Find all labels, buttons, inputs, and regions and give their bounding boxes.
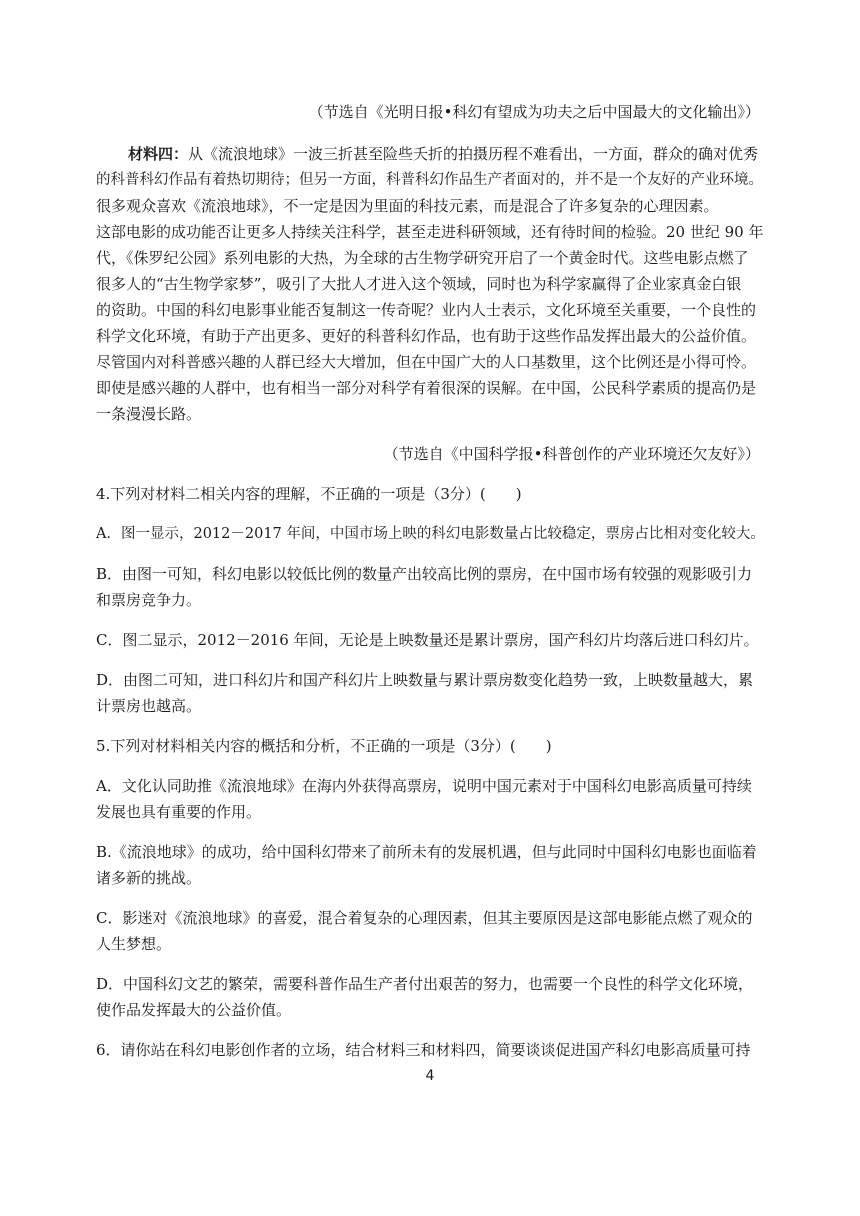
material4-line-1 [128, 142, 764, 166]
material4-line-6: 很多人的“古生物学家梦”，吸引了大批人才进入这个领域，同时也为科学家赢得了企业家真金白银 [96, 275, 742, 293]
material4-line-5: 代，《侏罗纪公园》系列电影的大热，为全球的古生物学研究开启了一个黄金时代。这些电影点燃了 [96, 249, 749, 267]
question-4-option-b-line-1: B．由图一可知，科幻电影以较低比例的数量产出较高比例的票房，在中国市场有较强的观影吸引力 [96, 565, 753, 583]
material4-line-9: 尽管国内对科普感兴趣的人群已经大大增加，但在中国广大的人口基数里，这个比例还是小得可怜。 [96, 353, 757, 371]
question-5-option-d-line-1: D．中国科幻文艺的繁荣，需要科普作品生产者付出艰苦的努力，也需要一个良性的科学文化环境， [96, 975, 754, 993]
material4-line-2: 的科普科幻作品有着热切期待；但另一方面，科普科幻作品生产者面对的，并不是一个友好的产业环境。 [96, 172, 763, 188]
question-4-option-c: C．图二显示，2012－2016 年间，无论是上映数量还是累计票房，国产科幻片均落后进口科幻片。 [96, 631, 759, 649]
material4-line-3: 很多观众喜欢《流浪地球》，不一定是因为里面的科技元素，而是混合了许多复杂的心理因素。 [96, 197, 719, 215]
question-5-option-a-line-2: 发展也具有重要的作用。 [96, 803, 262, 821]
material4-line-10: 即使是感兴趣的人群中，也有相当一部分对科学有着很深的误解。在中国，公民科学素质的提高仍是 [96, 379, 757, 397]
material4-text-1: 从《流浪地球》一波三折甚至险些夭折的拍摄历程不难看出，一方面，群众的确对优秀 [188, 145, 759, 163]
material4-line-11: 一条漫漫长路。 [96, 405, 202, 423]
source-citation-1: （节选自《光明日报•科幻有望成为功夫之后中国最大的文化输出》） [308, 103, 760, 121]
question-5-option-c-line-2: 人生梦想。 [96, 935, 172, 953]
question-5-option-b-line-2: 诸多新的挑战。 [96, 869, 202, 887]
page-number: 4 [425, 1068, 435, 1084]
material4-label: 材料四： [128, 145, 189, 163]
question-5-stem: 5.下列对材料相关内容的概括和分析，不正确的一项是（3分）( ) [96, 737, 552, 755]
question-4-option-a: A．图一显示，2012－2017 年间，中国市场上映的科幻电影数量占比较稳定，票房占比相对变化较大。 [96, 526, 765, 542]
material4-line-7: 的资助。中国的科幻电影事业能否复制这一传奇呢？业内人士表示，文化环境至关重要，一个良性的 [96, 301, 757, 319]
question-5-option-a-line-1: A．文化认同助推《流浪地球》在海内外获得高票房，说明中国元素对于中国科幻电影高质量可持续 [96, 777, 752, 795]
question-5-option-c-line-1: C．影迷对《流浪地球》的喜爱，混合着复杂的心理因素，但其主要原因是这部电影能点燃了观众的 [96, 909, 753, 927]
question-5-option-d-line-2: 使作品发挥最大的公益价值。 [96, 1001, 292, 1019]
question-4-option-b-line-2: 和票房竞争力。 [96, 591, 202, 609]
material4-line-4: 这部电影的成功能否让更多人持续关注科学，甚至走进科研领域，还有待时间的检验。20 世纪 90 年 [96, 223, 764, 241]
question-4-option-d-line-2: 计票房也越高。 [96, 697, 202, 715]
question-5-option-b-line-1: B.《流浪地球》的成功，给中国科幻带来了前所未有的发展机遇，但与此同时中国科幻电影也面临着 [96, 843, 757, 861]
question-6-stem: 6．请你站在科幻电影创作者的立场，结合材料三和材料四，简要谈谈促进国产科幻电影高质量可持 [96, 1041, 751, 1059]
source-citation-2: （节选自《中国科学报•科普创作的产业环境还欠友好》） [383, 445, 760, 463]
material4-line-8: 科学文化环境，有助于产出更多、更好的科普科幻作品，也有助于这些作品发挥出最大的公益价值。 [96, 327, 757, 345]
question-4-stem: 4.下列对材料二相关内容的理解，不正确的一项是（3分）( ) [96, 485, 522, 503]
question-4-option-d-line-1: D．由图二可知，进口科幻片和国产科幻片上映数量与累计票房数变化趋势一致，上映数量越大，累 [96, 671, 754, 689]
